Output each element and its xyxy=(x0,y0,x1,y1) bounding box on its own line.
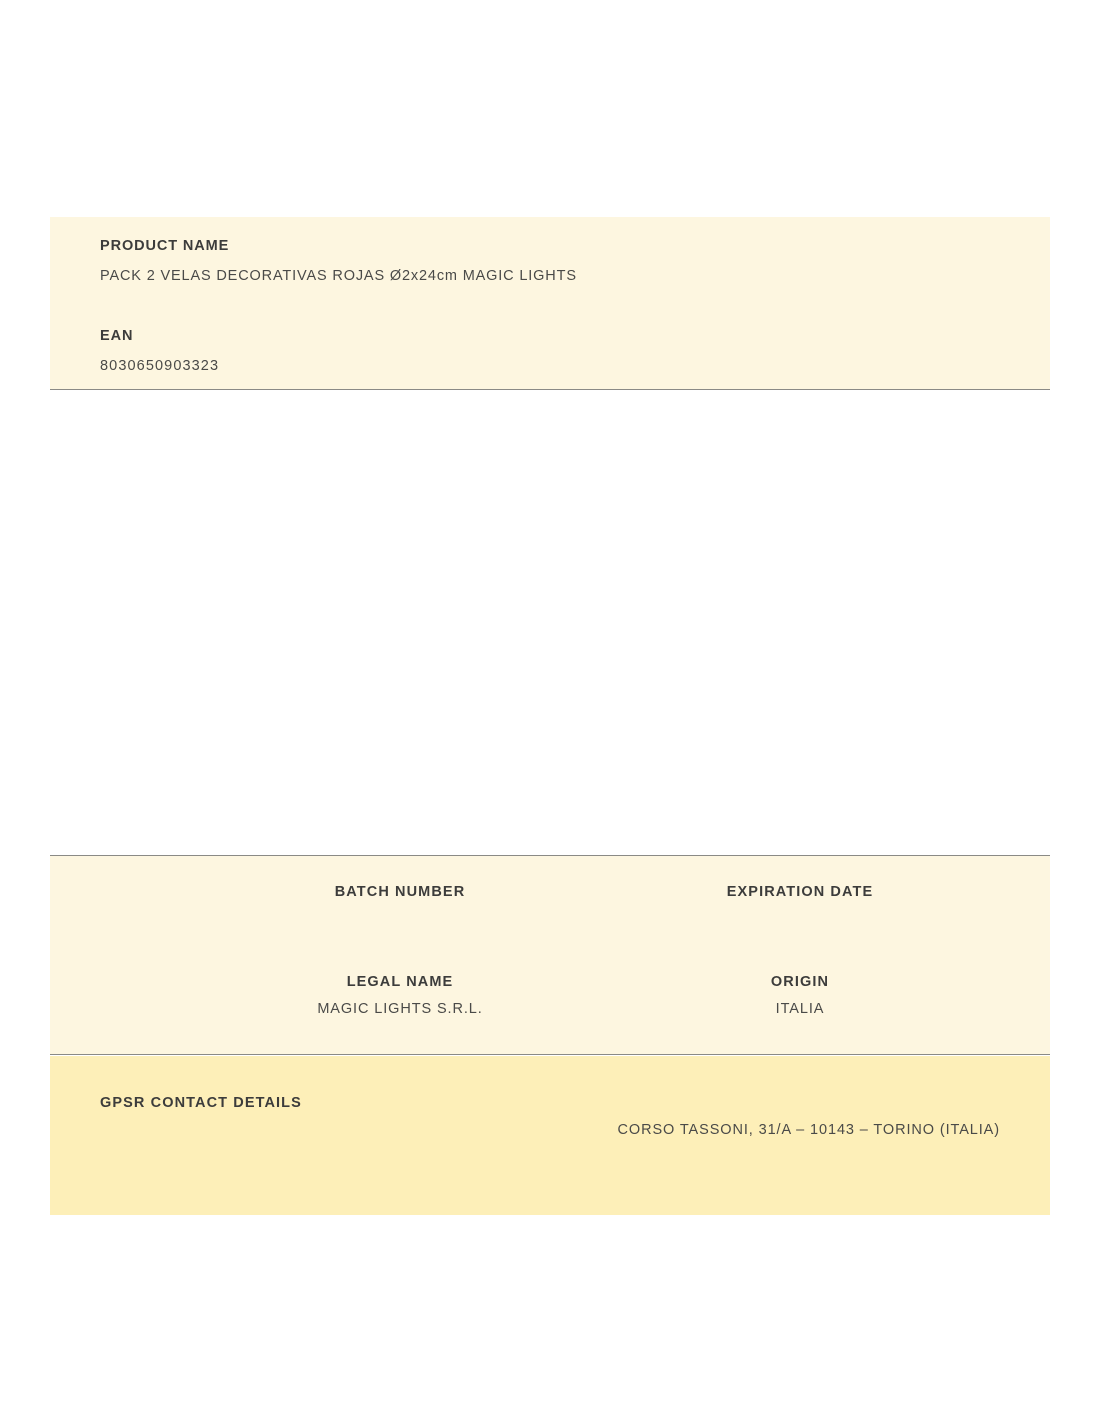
gpsr-contact-address: CORSO TASSONI, 31/A – 10143 – TORINO (ITALIA) xyxy=(617,1122,1000,1138)
origin-label: ORIGIN xyxy=(770,974,830,990)
legal-name-label: LEGAL NAME xyxy=(346,974,454,990)
product-identity-block xyxy=(50,217,1050,390)
legal-name-cell xyxy=(230,974,570,1017)
batch-number-cell xyxy=(230,884,570,911)
product-details-block xyxy=(50,855,1050,1055)
expiration-date-cell xyxy=(630,884,970,911)
legal-name-value: MAGIC LIGHTS S.R.L. xyxy=(317,1001,483,1017)
ean-value: 8030650903323 xyxy=(100,358,220,374)
origin-value: ITALIA xyxy=(775,1001,825,1017)
gpsr-contact-block xyxy=(50,1056,1050,1215)
ean-label: EAN xyxy=(100,328,134,344)
product-name-label: PRODUCT NAME xyxy=(100,238,230,254)
gpsr-contact-label: GPSR CONTACT DETAILS xyxy=(100,1095,302,1111)
origin-cell xyxy=(630,974,970,1017)
expiration-date-label: EXPIRATION DATE xyxy=(726,884,874,900)
product-name-value: PACK 2 VELAS DECORATIVAS ROJAS Ø2x24cm MAGIC LIGHTS xyxy=(100,268,577,284)
batch-number-label: BATCH NUMBER xyxy=(334,884,466,900)
